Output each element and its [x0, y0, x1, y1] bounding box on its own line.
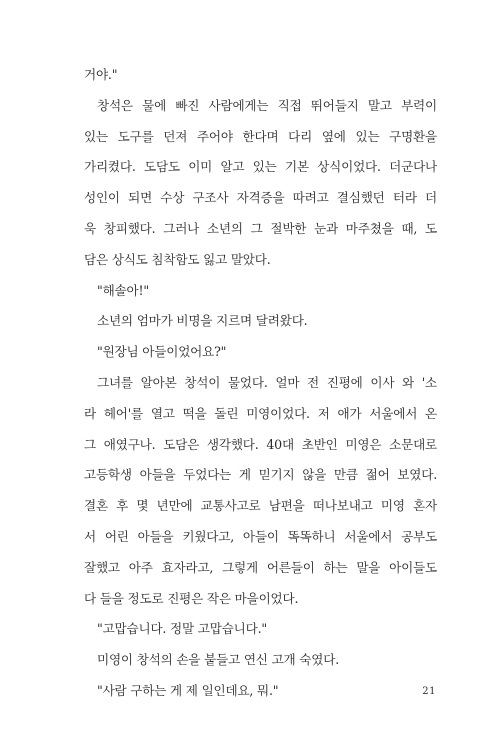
text-line: 거야." [84, 67, 118, 82]
body-text [84, 60, 437, 707]
text-line: 그 애였구나. 도담은 생각했다. 40대 초반인 미영은 소문대로 [84, 436, 437, 452]
text-line: 욱 창피했다. 그러나 소년의 그 절박한 눈과 마주쳤을 때, 도 [84, 220, 437, 236]
text-line: 잘했고 아주 효자라고, 그렇게 어른들이 하는 말을 아이들도 [84, 559, 437, 575]
text-line: 성인이 되면 수상 구조사 자격증을 따려고 결심했던 터라 더 [84, 190, 437, 206]
text-line: 가리켰다. 도담도 이미 알고 있는 기본 상식이었다. 더군다나 [84, 159, 437, 175]
text-line: 그녀를 알아본 창석이 물었다. 얼마 전 진평에 이사 와 '소 [97, 374, 437, 390]
text-line: "사람 구하는 게 제 일인데요, 뭐." [97, 682, 279, 698]
text-line: 담은 상식도 침착함도 잃고 말았다. [84, 251, 271, 267]
text-line: 있는 도구를 던져 주어야 한다며 다리 옆에 있는 구명환을 [84, 128, 437, 144]
text-line: "고맙습니다. 정말 고맙습니다." [97, 621, 267, 637]
text-line: 결혼 후 몇 년만에 교통사고로 남편을 떠나보내고 미영 혼자 [84, 498, 437, 514]
text-line: "해솔아!" [97, 282, 149, 298]
text-line: 창석은 물에 빠진 사람에게는 직접 뛰어들지 말고 부력이 [97, 97, 437, 113]
text-line: 고등학생 아들을 두었다는 게 믿기지 않을 만큼 젊어 보였다. [84, 467, 437, 483]
text-line: "원장님 아들이었어요?" [97, 344, 227, 360]
text-line: 다 들을 정도로 진평은 작은 마을이었다. [84, 590, 299, 606]
text-line: 라 헤어'를 열고 떡을 돌린 미영이었다. 저 애가 서울에서 온 [84, 405, 437, 421]
text-line: 서 어린 아들을 키웠다고, 아들이 똑똑하니 서울에서 공부도 [84, 528, 437, 544]
text-line: 소년의 엄마가 비명을 지르며 달려왔다. [97, 313, 308, 329]
text-line: 미영이 창석의 손을 붙들고 연신 고개 숙였다. [97, 652, 340, 668]
page-number: 21 [422, 686, 436, 697]
